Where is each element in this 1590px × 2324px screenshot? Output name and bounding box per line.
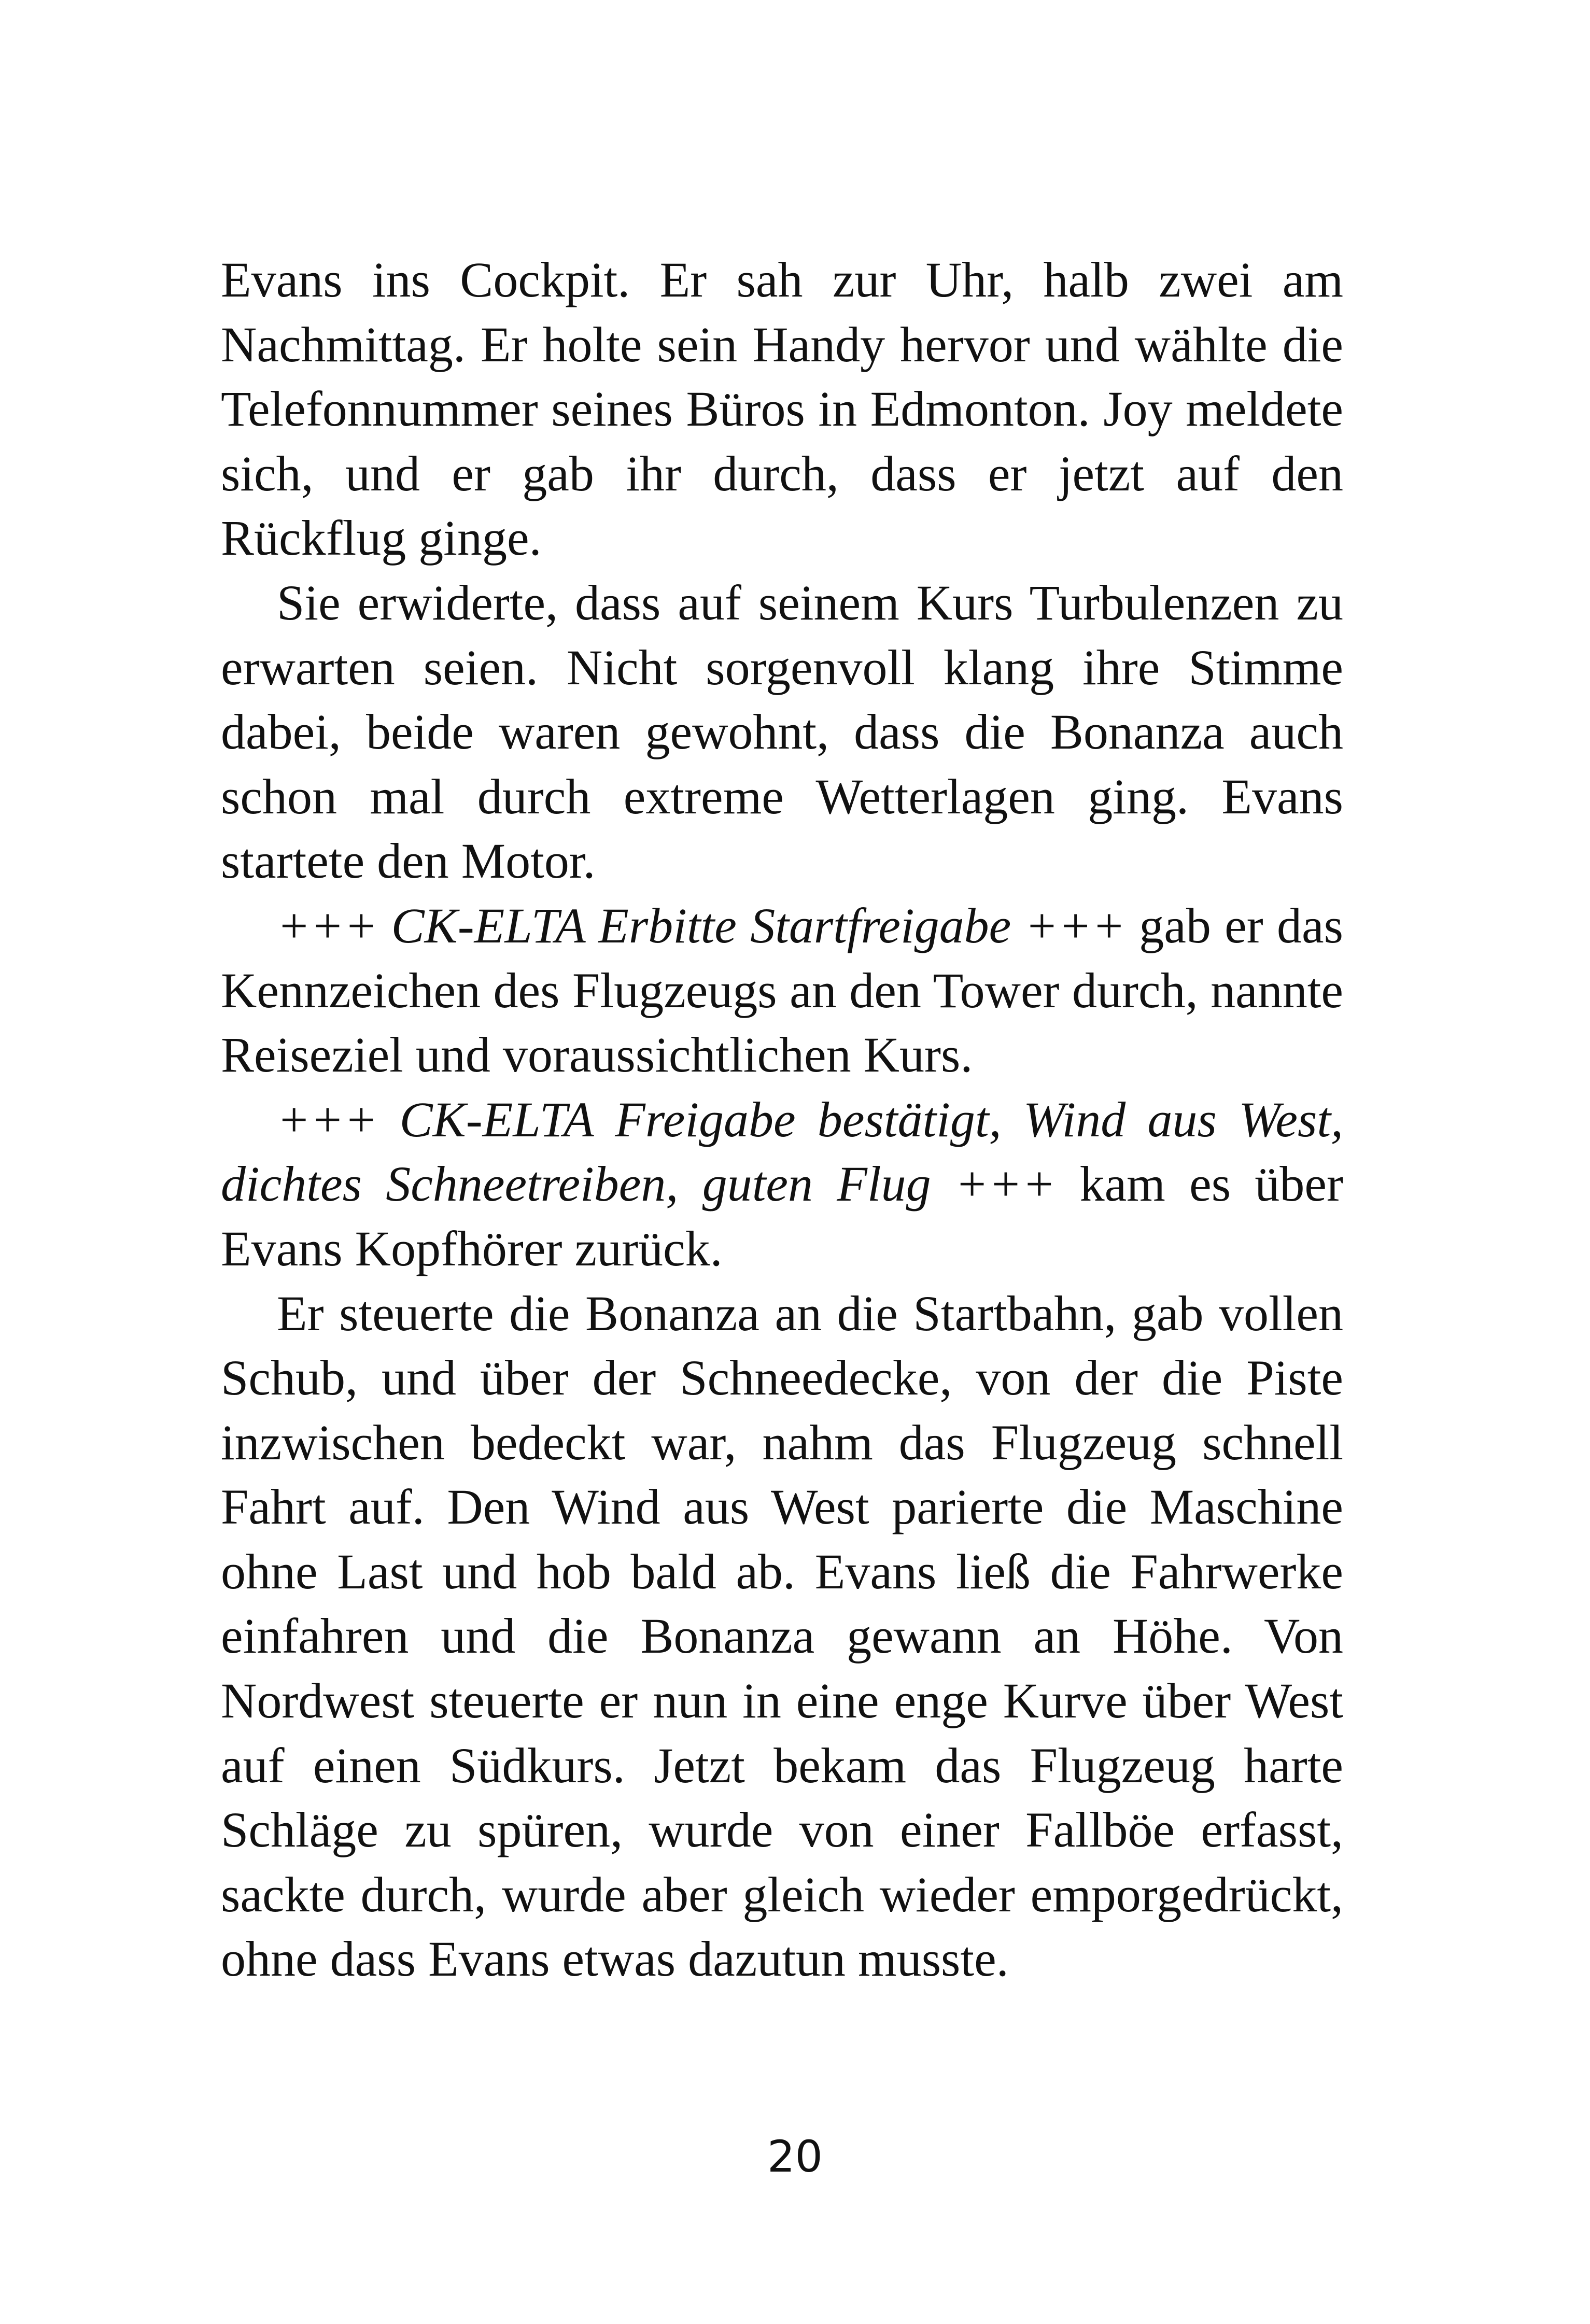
paragraph-4-text: kam es über Evans Kopfhörer zurück.: [221, 1156, 1344, 1276]
radio-reply-text: +++ CK-ELTA Freigabe bestätigt, Wind aus West, dichtes Schneetreiben, guten Flug +++: [221, 1091, 1343, 1212]
paragraph-2-text: Sie erwiderte, dass auf seinem Kurs Turbulenzen zu erwarten seien. Nicht sorgenvoll klang ihre Stimme dabei, beide waren gewohnt, dass die Bonanza auch schon mal durch extreme Wetterlagen ging. Evans startete den Motor.: [221, 574, 1343, 889]
paragraph-1-text: Evans ins Cockpit. Er sah zur Uhr, halb zwei am Nachmittag. Er holte sein Handy hervor und wählte die Telefonnummer seines Büros in Edmonton. Joy meldete sich, und er gab ihr durch, dass er jetzt auf den Rückflug ginge.: [221, 252, 1343, 566]
paragraph-1: [221, 248, 1343, 571]
body-text: [221, 248, 1343, 1992]
paragraph-2: [221, 571, 1343, 894]
page-number: 20: [767, 2131, 823, 2182]
paragraph-3: [221, 894, 1343, 1088]
paragraph-5: [221, 1281, 1343, 1992]
paragraph-4: [221, 1088, 1343, 1281]
paragraph-5-text: Er steuerte die Bonanza an die Startbahn, gab vollen Schub, und über der Schneedecke, von der die Piste inzwischen bedeckt war, nahm das Flugzeug schnell Fahrt auf. Den Wind aus West parierte die Maschine ohne Last und hob bald ab. Evans ließ die Fahrwerke einfahren und die Bonanza gewann an Höhe. Von Nordwest steuerte er nun in eine enge Kurve über West auf einen Südkurs. Jetzt bekam das Flugzeug harte Schläge zu spüren, wurde von einer Fallböe erfasst, sackte durch, wurde aber gleich wieder emporgedrückt, ohne dass Evans etwas dazutun musste.: [221, 1285, 1343, 1987]
paragraph-3-text: gab er das Kennzeichen des Flugzeugs an den Tower durch, nannte Reiseziel und voraussichtlichen Kurs.: [221, 897, 1344, 1083]
radio-call-text: +++ CK-ELTA Erbitte Startfreigabe +++: [277, 897, 1125, 953]
